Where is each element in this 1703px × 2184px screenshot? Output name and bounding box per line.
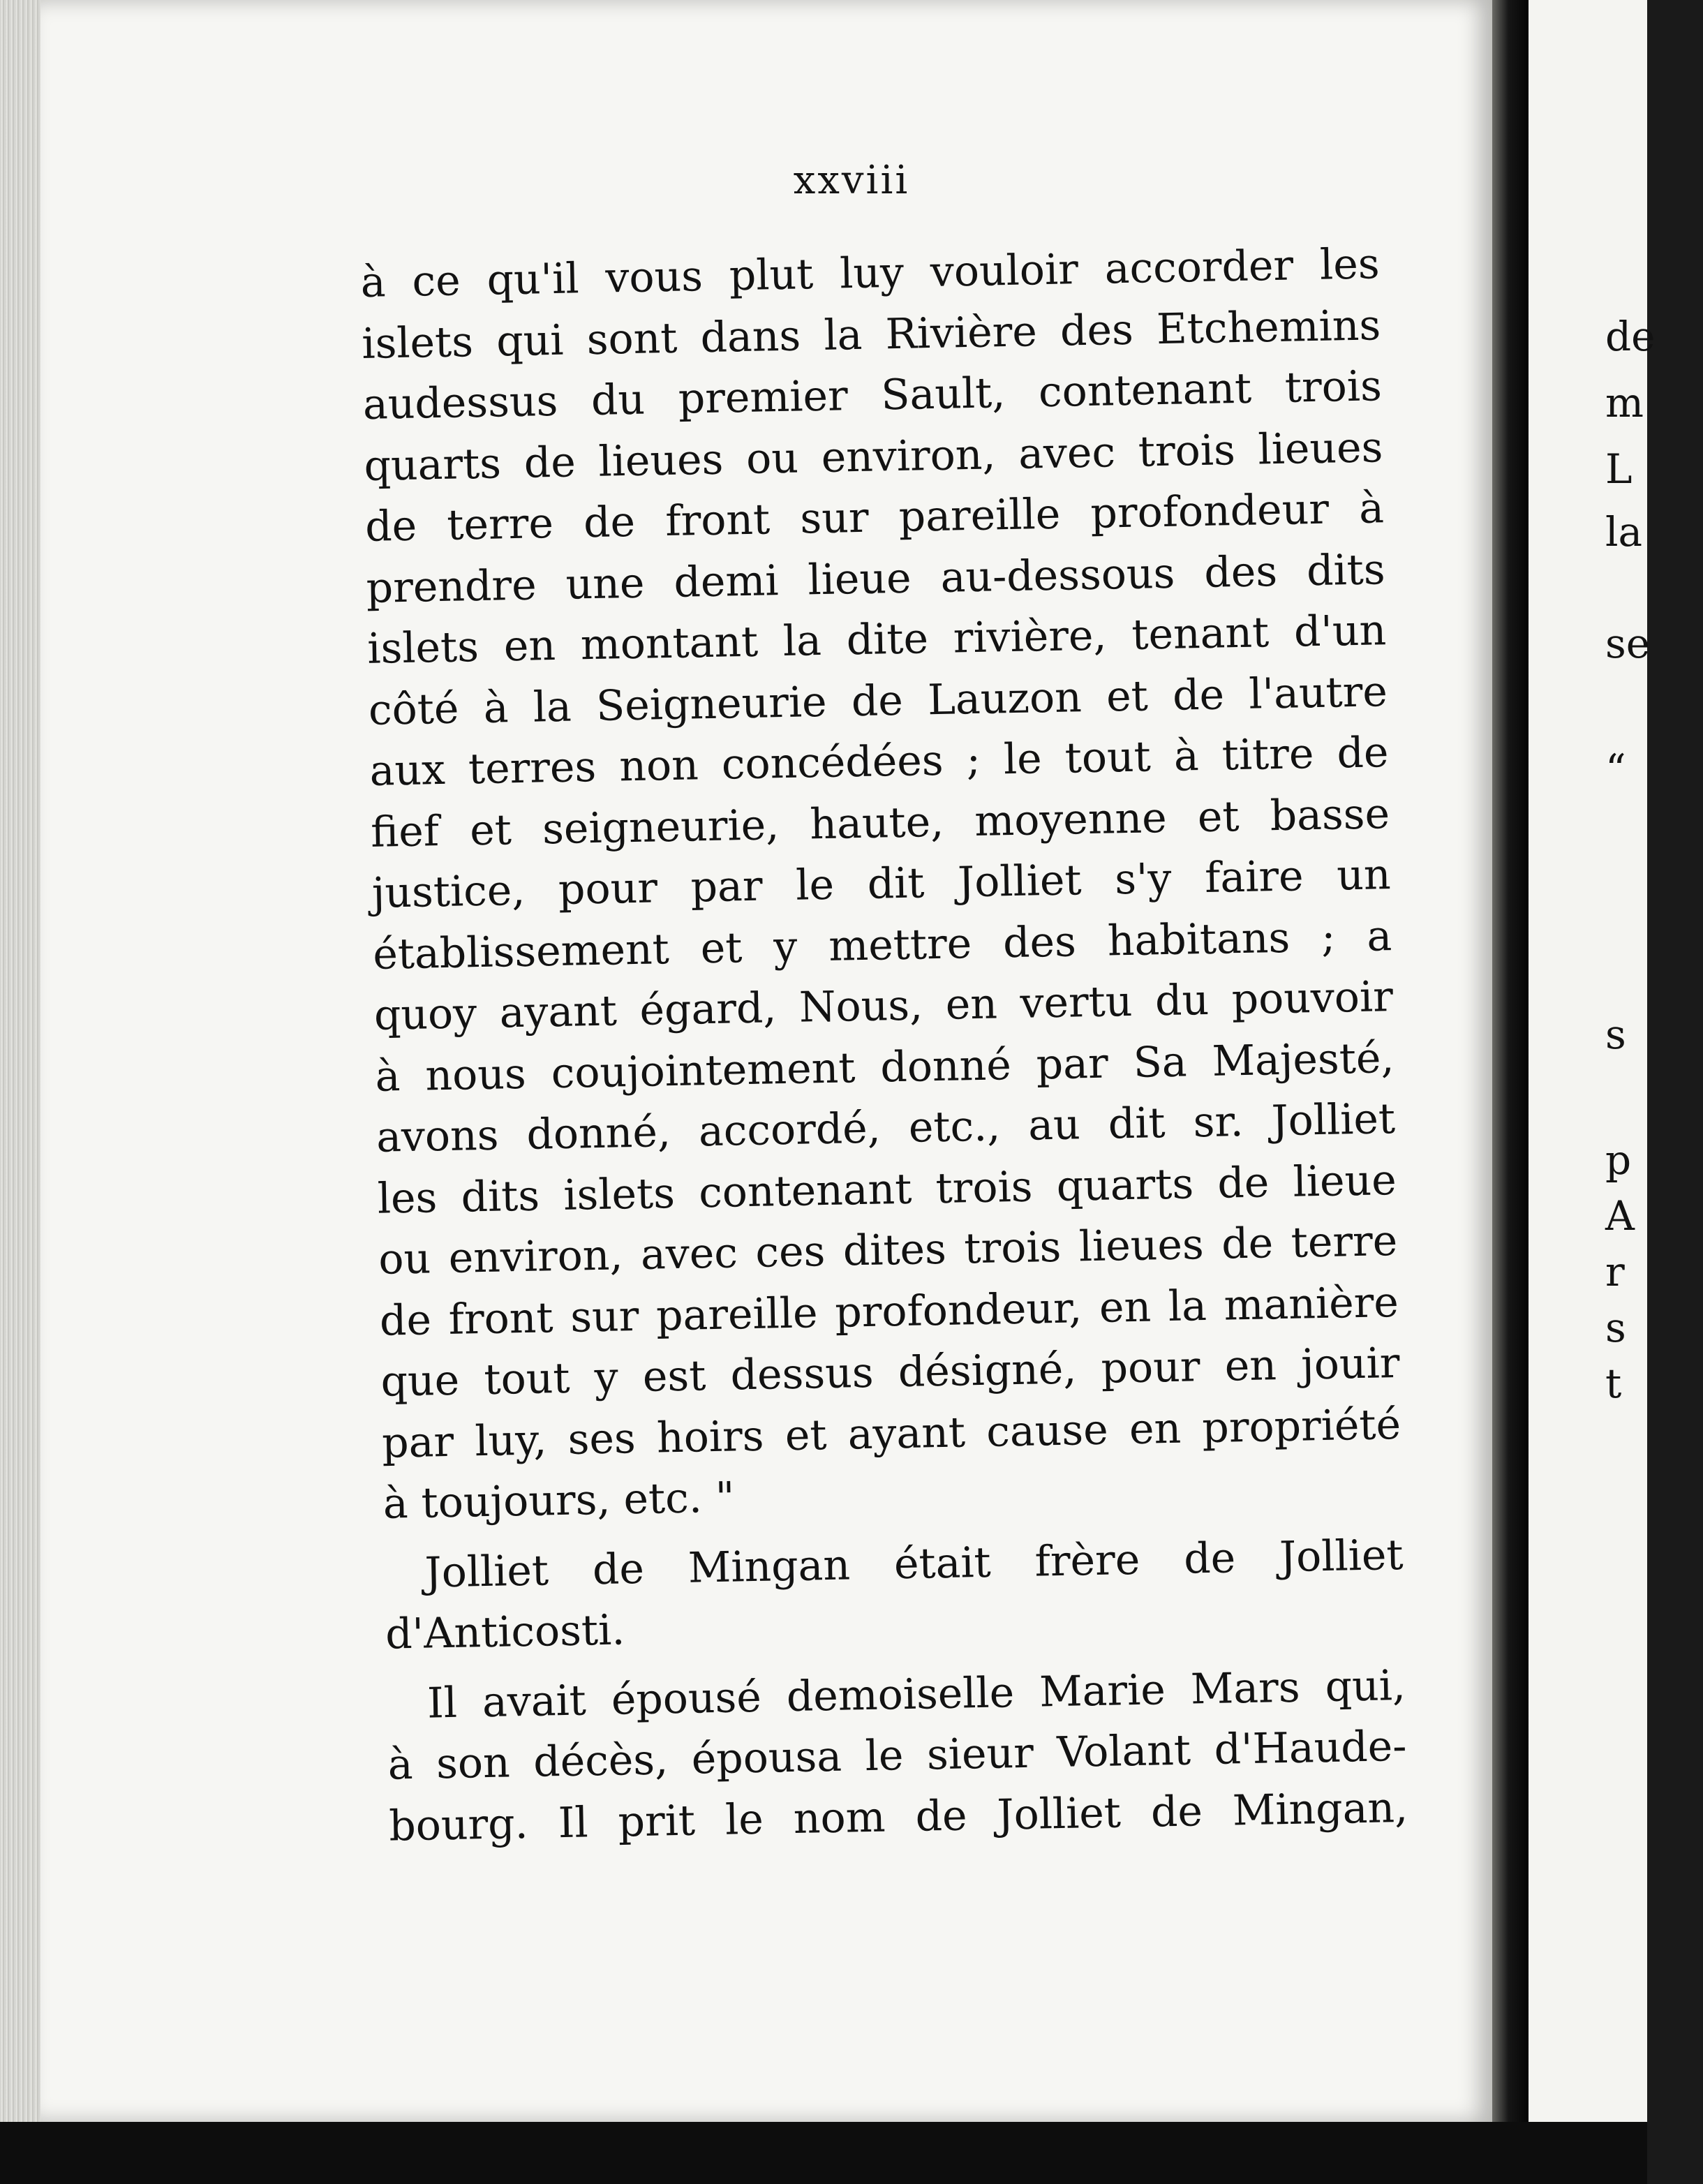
bottom-edge — [0, 2122, 1647, 2184]
paragraph-text: Il avait épousé demoiselle Marie Mars qui, — [426, 1661, 1406, 1728]
facing-fragment: t — [1605, 1360, 1622, 1407]
facing-fragment: s — [1605, 1304, 1626, 1351]
text-line: islets en montant la dite rivière, tenant d'un — [366, 606, 1387, 674]
text-line: côté à la Seigneurie de Lauzon et de l'autre — [368, 667, 1388, 735]
paragraph-line: d'Anticosti. — [385, 1605, 625, 1659]
text-line: ou environ, avec ces dites trois lieues de terre — [378, 1217, 1398, 1284]
paragraph-line: bourg. Il prit le nom de Jolliet de Mingan, — [388, 1783, 1408, 1851]
text-line: prendre une demi lieue au-dessous des dits — [366, 544, 1386, 613]
facing-fragment: L — [1605, 445, 1633, 493]
facing-fragment: p — [1605, 1136, 1632, 1184]
facing-fragment: “ — [1605, 745, 1626, 793]
text-line: justice, pour par le dit Jolliet s'y faire un — [371, 850, 1392, 918]
facing-fragment: s — [1605, 1011, 1626, 1058]
text-line: aux terres non concédées ; le tout à titre de — [369, 728, 1390, 796]
facing-fragment: r — [1605, 1248, 1625, 1295]
facing-fragment: la — [1605, 508, 1643, 556]
page-number: xxviii — [793, 158, 910, 203]
facing-fragment: de — [1605, 313, 1656, 360]
text-line: quarts de lieues ou environ, avec trois lieues — [363, 422, 1383, 491]
text-line: de front sur pareille profondeur, en la manière — [379, 1277, 1399, 1346]
paragraph-line: à son décès, épousa le sieur Volant d'Haude- — [387, 1721, 1408, 1790]
text-line: que tout y est dessus désigné, pour en jouir — [380, 1338, 1401, 1406]
body-text — [360, 234, 1408, 1857]
text-line: avons donné, accordé, etc., au dit sr. Jolliet — [375, 1094, 1396, 1162]
text-line: établissement et y mettre des habitans ; a — [372, 911, 1392, 979]
facing-fragment: se — [1605, 620, 1651, 667]
paragraph-text: Jolliet de Mingan était frère de Jolliet — [424, 1530, 1404, 1598]
text-line: à ce qu'il vous plut luy vouloir accorder les — [360, 239, 1381, 307]
text-line: quoy ayant égard, Nous, en vertu du pouvoir — [373, 972, 1394, 1040]
text-line: audessus du premier Sault, contenant trois — [362, 362, 1383, 429]
text-line: les dits islets contenant trois quarts de lieue — [377, 1155, 1397, 1224]
text-line: à nous coujointement donné par Sa Majesté, — [374, 1033, 1395, 1101]
text-line: fief et seigneurie, haute, moyenne et basse — [370, 789, 1390, 857]
facing-fragment: m — [1605, 379, 1644, 426]
text-line: à toujours, etc. " — [382, 1473, 736, 1529]
text-line: par luy, ses hoirs et ayant cause en propriété — [381, 1399, 1401, 1468]
text-line: de terre de front sur pareille profondeur à — [364, 484, 1385, 551]
page-edges — [0, 0, 40, 2122]
indent — [387, 1717, 427, 1718]
book-gutter — [1492, 0, 1529, 2122]
facing-fragment: A — [1605, 1192, 1635, 1240]
text-line: islets qui sont dans la Rivière des Etchemins — [361, 300, 1381, 369]
